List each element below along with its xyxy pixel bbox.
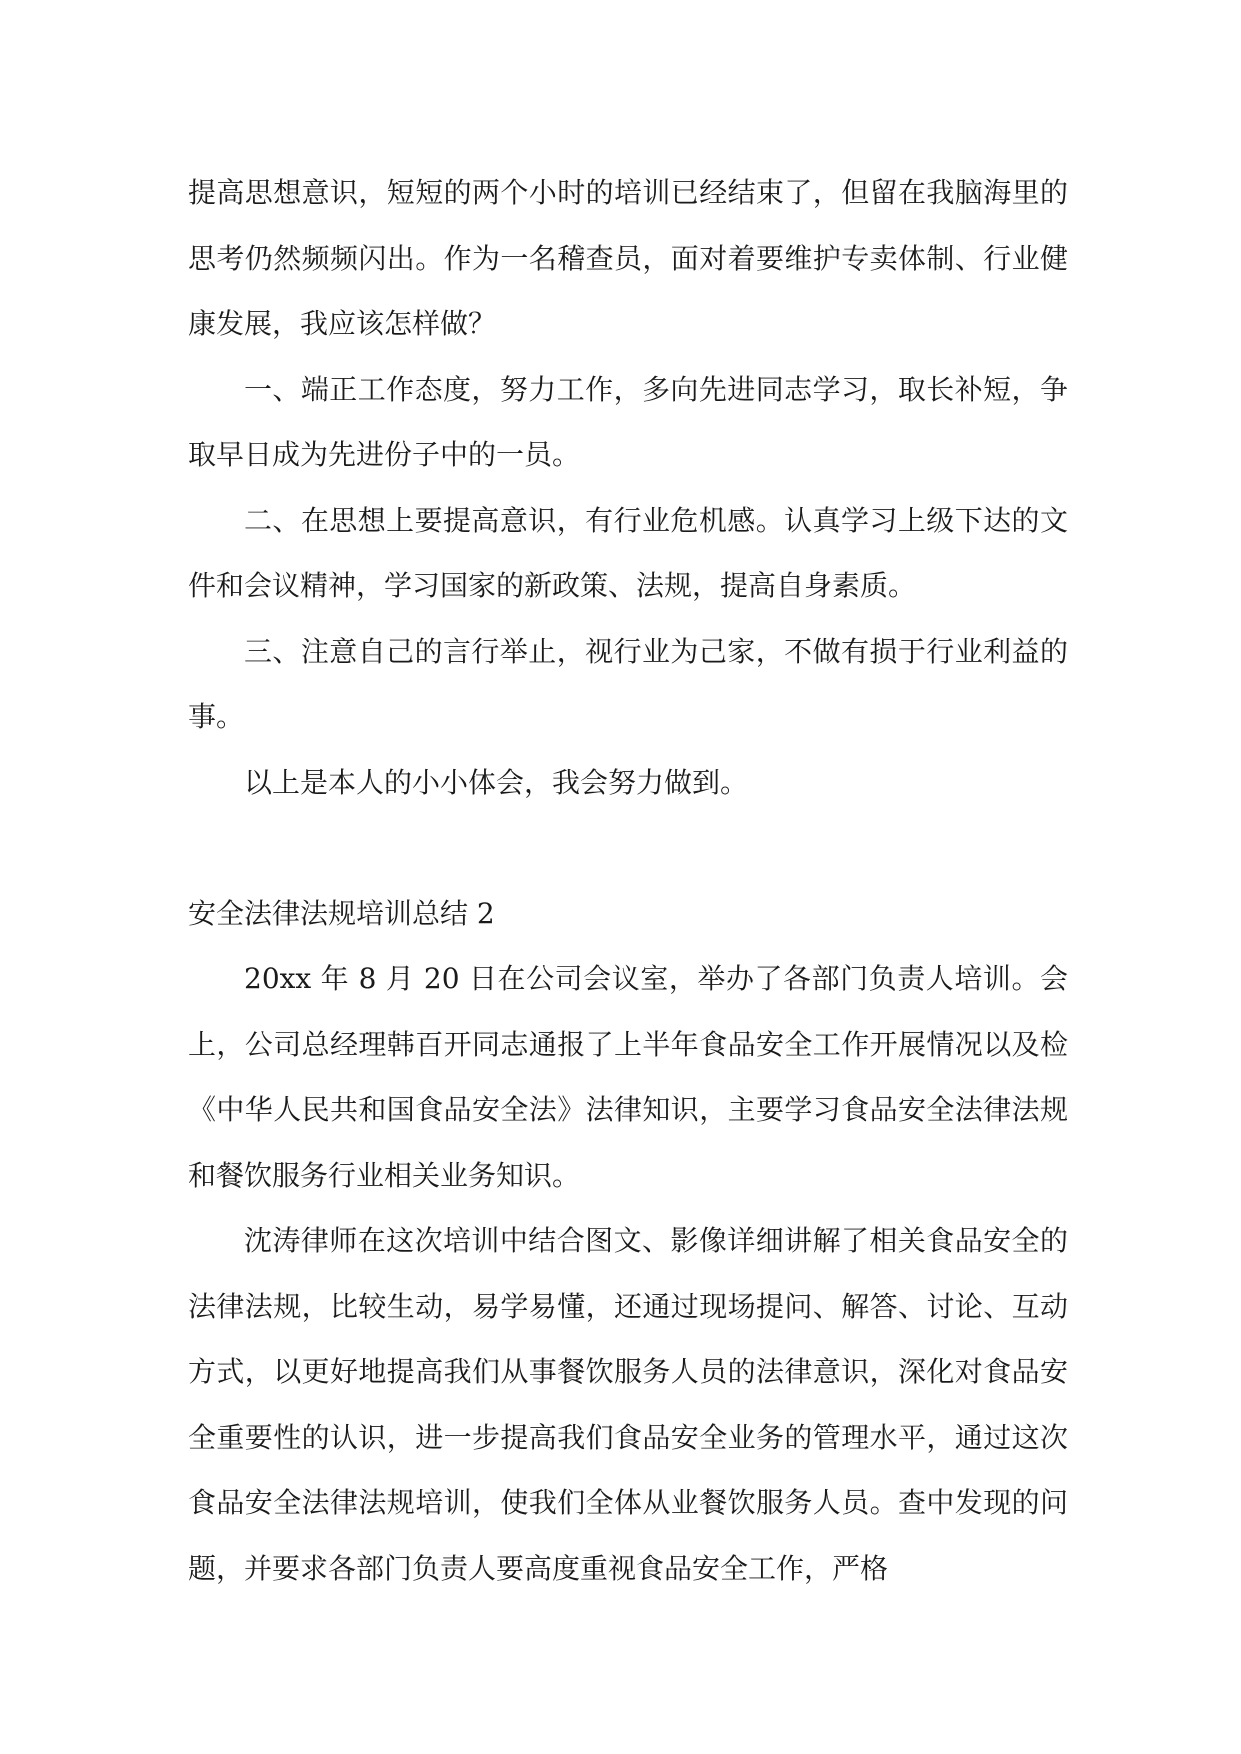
paragraph-continuation: 提高思想意识，短短的两个小时的培训已经结束了，但留在我脑海里的思考仍然频频闪出。作为一名稽查员，面对着要维护专卖体制、行业健康发展，我应该怎样做？ [188,176,1068,340]
paragraph-point-three: 三、注意自己的言行举止，视行业为己家，不做有损于行业利益的事。 [188,634,1068,733]
paragraph-point-two: 二、在思想上要提高意识，有行业危机感。认真学习上级下达的文件和会议精神，学习国家的新政策、法规，提高自身素质。 [188,503,1068,602]
document-body [188,160,1068,1601]
section-paragraph-two: 沈涛律师在这次培训中结合图文、影像详细讲解了相关食品安全的法律法规，比较生动，易学易懂，还通过现场提问、解答、讨论、互动方式，以更好地提高我们从事餐饮服务人员的法律意识，深化对食品安全重要性的认识，进一步提高我们食品安全业务的管理水平，通过这次食品安全法律法规培训，使我们全体从业餐饮服务人员。查中发现的问题，并要求各部门负责人要高度重视食品安全工作，严格 [188,1224,1068,1585]
section-title: 安全法律法规培训总结 2 [188,896,495,930]
section-paragraph-one: 20xx 年 8 月 20 日在公司会议室，举办了各部门负责人培训。会上，公司总经理韩百开同志通报了上半年食品安全工作开展情况以及检《中华人民共和国食品安全法》法律知识，主要学习食品安全法律法规和餐饮服务行业相关业务知识。 [188,962,1068,1192]
paragraph-closing: 以上是本人的小小体会，我会努力做到。 [244,765,749,799]
paragraph-point-one: 一、端正工作态度，努力工作，多向先进同志学习，取长补短，争取早日成为先进份子中的一员。 [188,372,1068,471]
